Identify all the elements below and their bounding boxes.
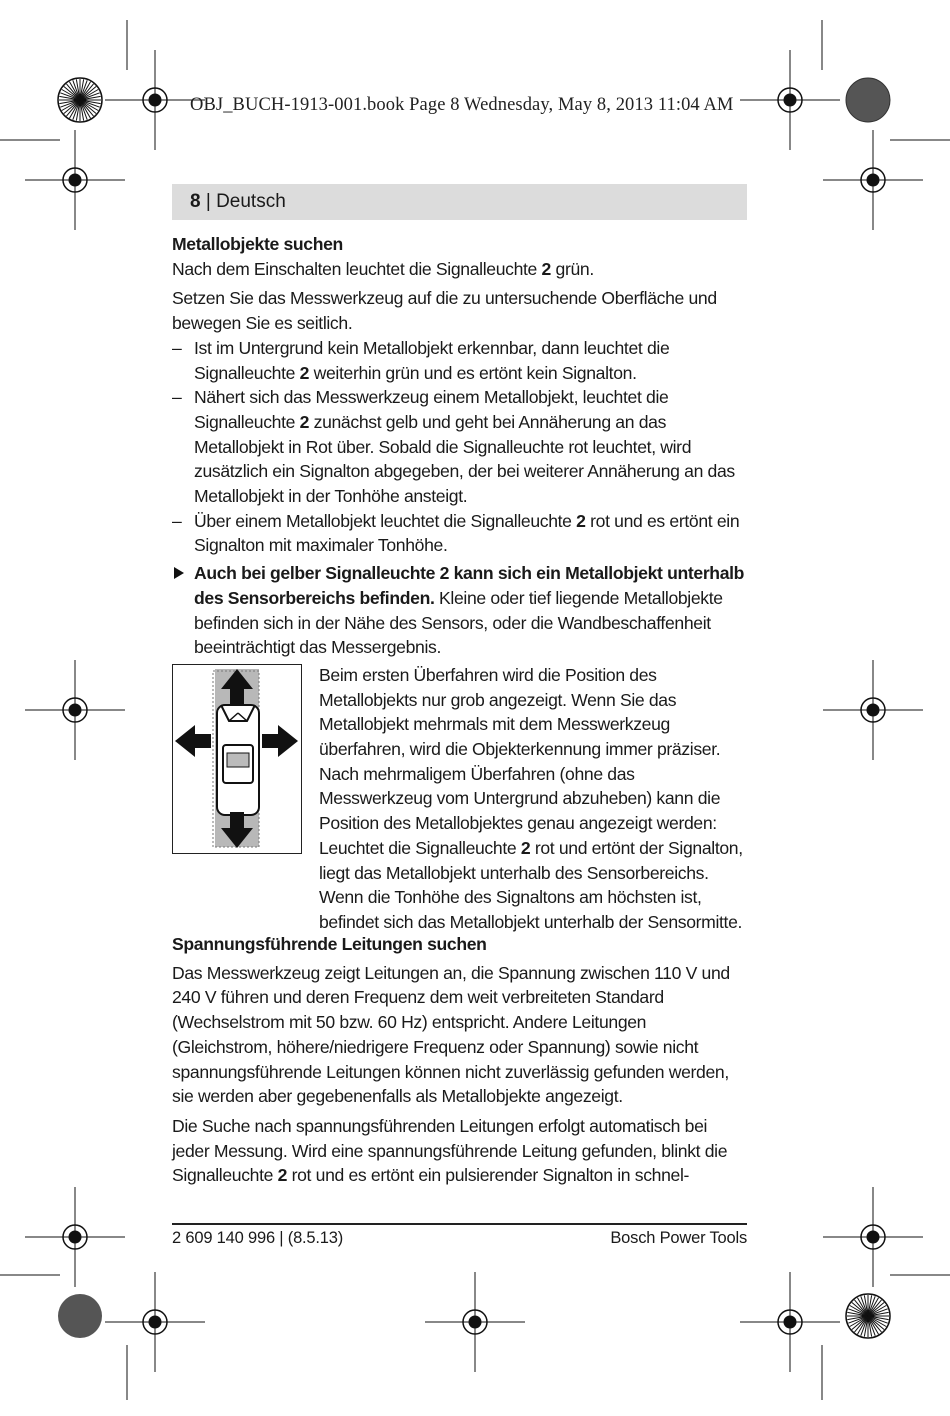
voltage-section [172, 932, 748, 1188]
triangle-bullet-icon [174, 567, 184, 579]
book-info-line: OBJ_BUCH-1913-001.book Page 8 Wednesday, May 8, 2013 11:04 AM [190, 95, 734, 115]
paragraph-voltage-search: Die Suche nach spannungsführenden Leitungen erfolgt automatisch bei jeder Messung. Wird eine spannungsführende Leitung gefunden, blinkt die Signalleuchte 2 rot und es ertönt ein pulsierender Signalton in schnel- [172, 1115, 728, 1186]
paragraph-place-tool: Setzen Sie das Messwerkzeug auf die zu untersuchende Oberfläche und bewegen Sie es seitlich. [172, 288, 717, 334]
footer-doc-number: 2 609 140 996 | (8.5.13) [172, 1229, 344, 1247]
crosshair-mark [25, 1187, 125, 1287]
crosshair-mark [823, 660, 923, 760]
list-item: – Nähert sich das Messwerkzeug einem Metallobjekt, leuchtet die Signalleuchte 2 zunächst gelb und geht bei Annäherung an das Metallobjekt in Rot über. Sobald die Signalleuchte rot leuchtet, wird zusätzlich ein Signalton abgegeben, der bei weiterer Annäherung an das Metallobjekt in der Tonhöhe ansteigt. [172, 387, 735, 507]
page-header-text [190, 191, 286, 213]
list-item: – Über einem Metallobjekt leuchtet die Signalleuchte 2 rot und es ertönt ein Signalton mit maximaler Tonhöhe. [172, 510, 740, 556]
figure-caption-text: Beim ersten Überfahren wird die Position des Metallobjekts nur grob angezeigt. Wenn Sie das Metallobjekt mehrmals mit dem Messwerkzeug überfahren, wird die Objekterkennung immer präziser. Nach mehrmaligem Überfahren (ohne das Messwerkzeug vom Untergrund abzuheben) kann die Position des Metallobjektes genau angezeigt werden: Leuchtet die Signalleuchte 2 rot und ertönt der Signalton, liegt das Metallobjekt unterhalb des Sensorbereichs. Wenn die Tonhöhe des Signaltons am höchsten ist, befindet sich das Metallobjekt unterhalb der Sensormitte. [319, 664, 743, 932]
heading-voltage: Spannungsführende Leitungen suchen [172, 934, 487, 954]
paragraph-voltage-range: Das Messwerkzeug zeigt Leitungen an, die Spannung zwischen 110 V und 240 V führen und deren Frequenz dem weit verbreiteten Standard (Wechselstrom mit 50 bzw. 60 Hz) entspricht. Andere Leitungen (Gleichstrom, höhere/niedrigere Frequenz oder Spannung) sowie nicht spannungsführende Leitungen können nicht zuverlässig gefunden werden, sie werden aber gegebenenfalls als Metallobjekte angezeigt. [172, 962, 730, 1107]
crosshair-mark [823, 130, 923, 230]
scanner-movement-illustration [173, 665, 300, 852]
main-content [172, 232, 748, 935]
crosshair-mark [425, 1272, 525, 1372]
crosshair-mark [25, 660, 125, 760]
crosshair-mark [740, 1272, 840, 1372]
gray-circle-mark [58, 1294, 102, 1338]
page-number: 8 [190, 191, 201, 212]
gray-circle-mark [846, 78, 890, 122]
heading-metal: Metallobjekte suchen [172, 234, 343, 254]
crosshair-mark [740, 50, 840, 150]
header-separator: | [205, 191, 211, 212]
crosshair-mark [25, 130, 125, 230]
header-language: Deutsch [216, 191, 286, 212]
scanning-figure [172, 664, 302, 854]
note-item: Auch bei gelber Signalleuchte 2 kann sich ein Metallobjekt unterhalb des Sensorbereichs befinden. Kleine oder tief liegende Metallobjekte befinden sich in der Nähe des Sensors, oder die Wandbeschaffenheit beeinträchtigt das Messergebnis. [172, 561, 748, 660]
list-item: – Ist im Untergrund kein Metallobjekt erkennbar, dann leuchtet die Signalleuchte 2 weiterhin grün und es ertönt kein Signalton. [172, 337, 670, 383]
sunburst-mark [58, 78, 102, 122]
footer-rule [172, 1223, 747, 1225]
footer-brand: Bosch Power Tools [610, 1229, 747, 1247]
page-header-band [172, 184, 747, 220]
crosshair-mark [823, 1187, 923, 1287]
sunburst-mark [846, 1294, 890, 1338]
crosshair-mark [105, 1272, 205, 1372]
paragraph-switch-on: Nach dem Einschalten leuchtet die Signalleuchte 2 grün. [172, 258, 594, 279]
